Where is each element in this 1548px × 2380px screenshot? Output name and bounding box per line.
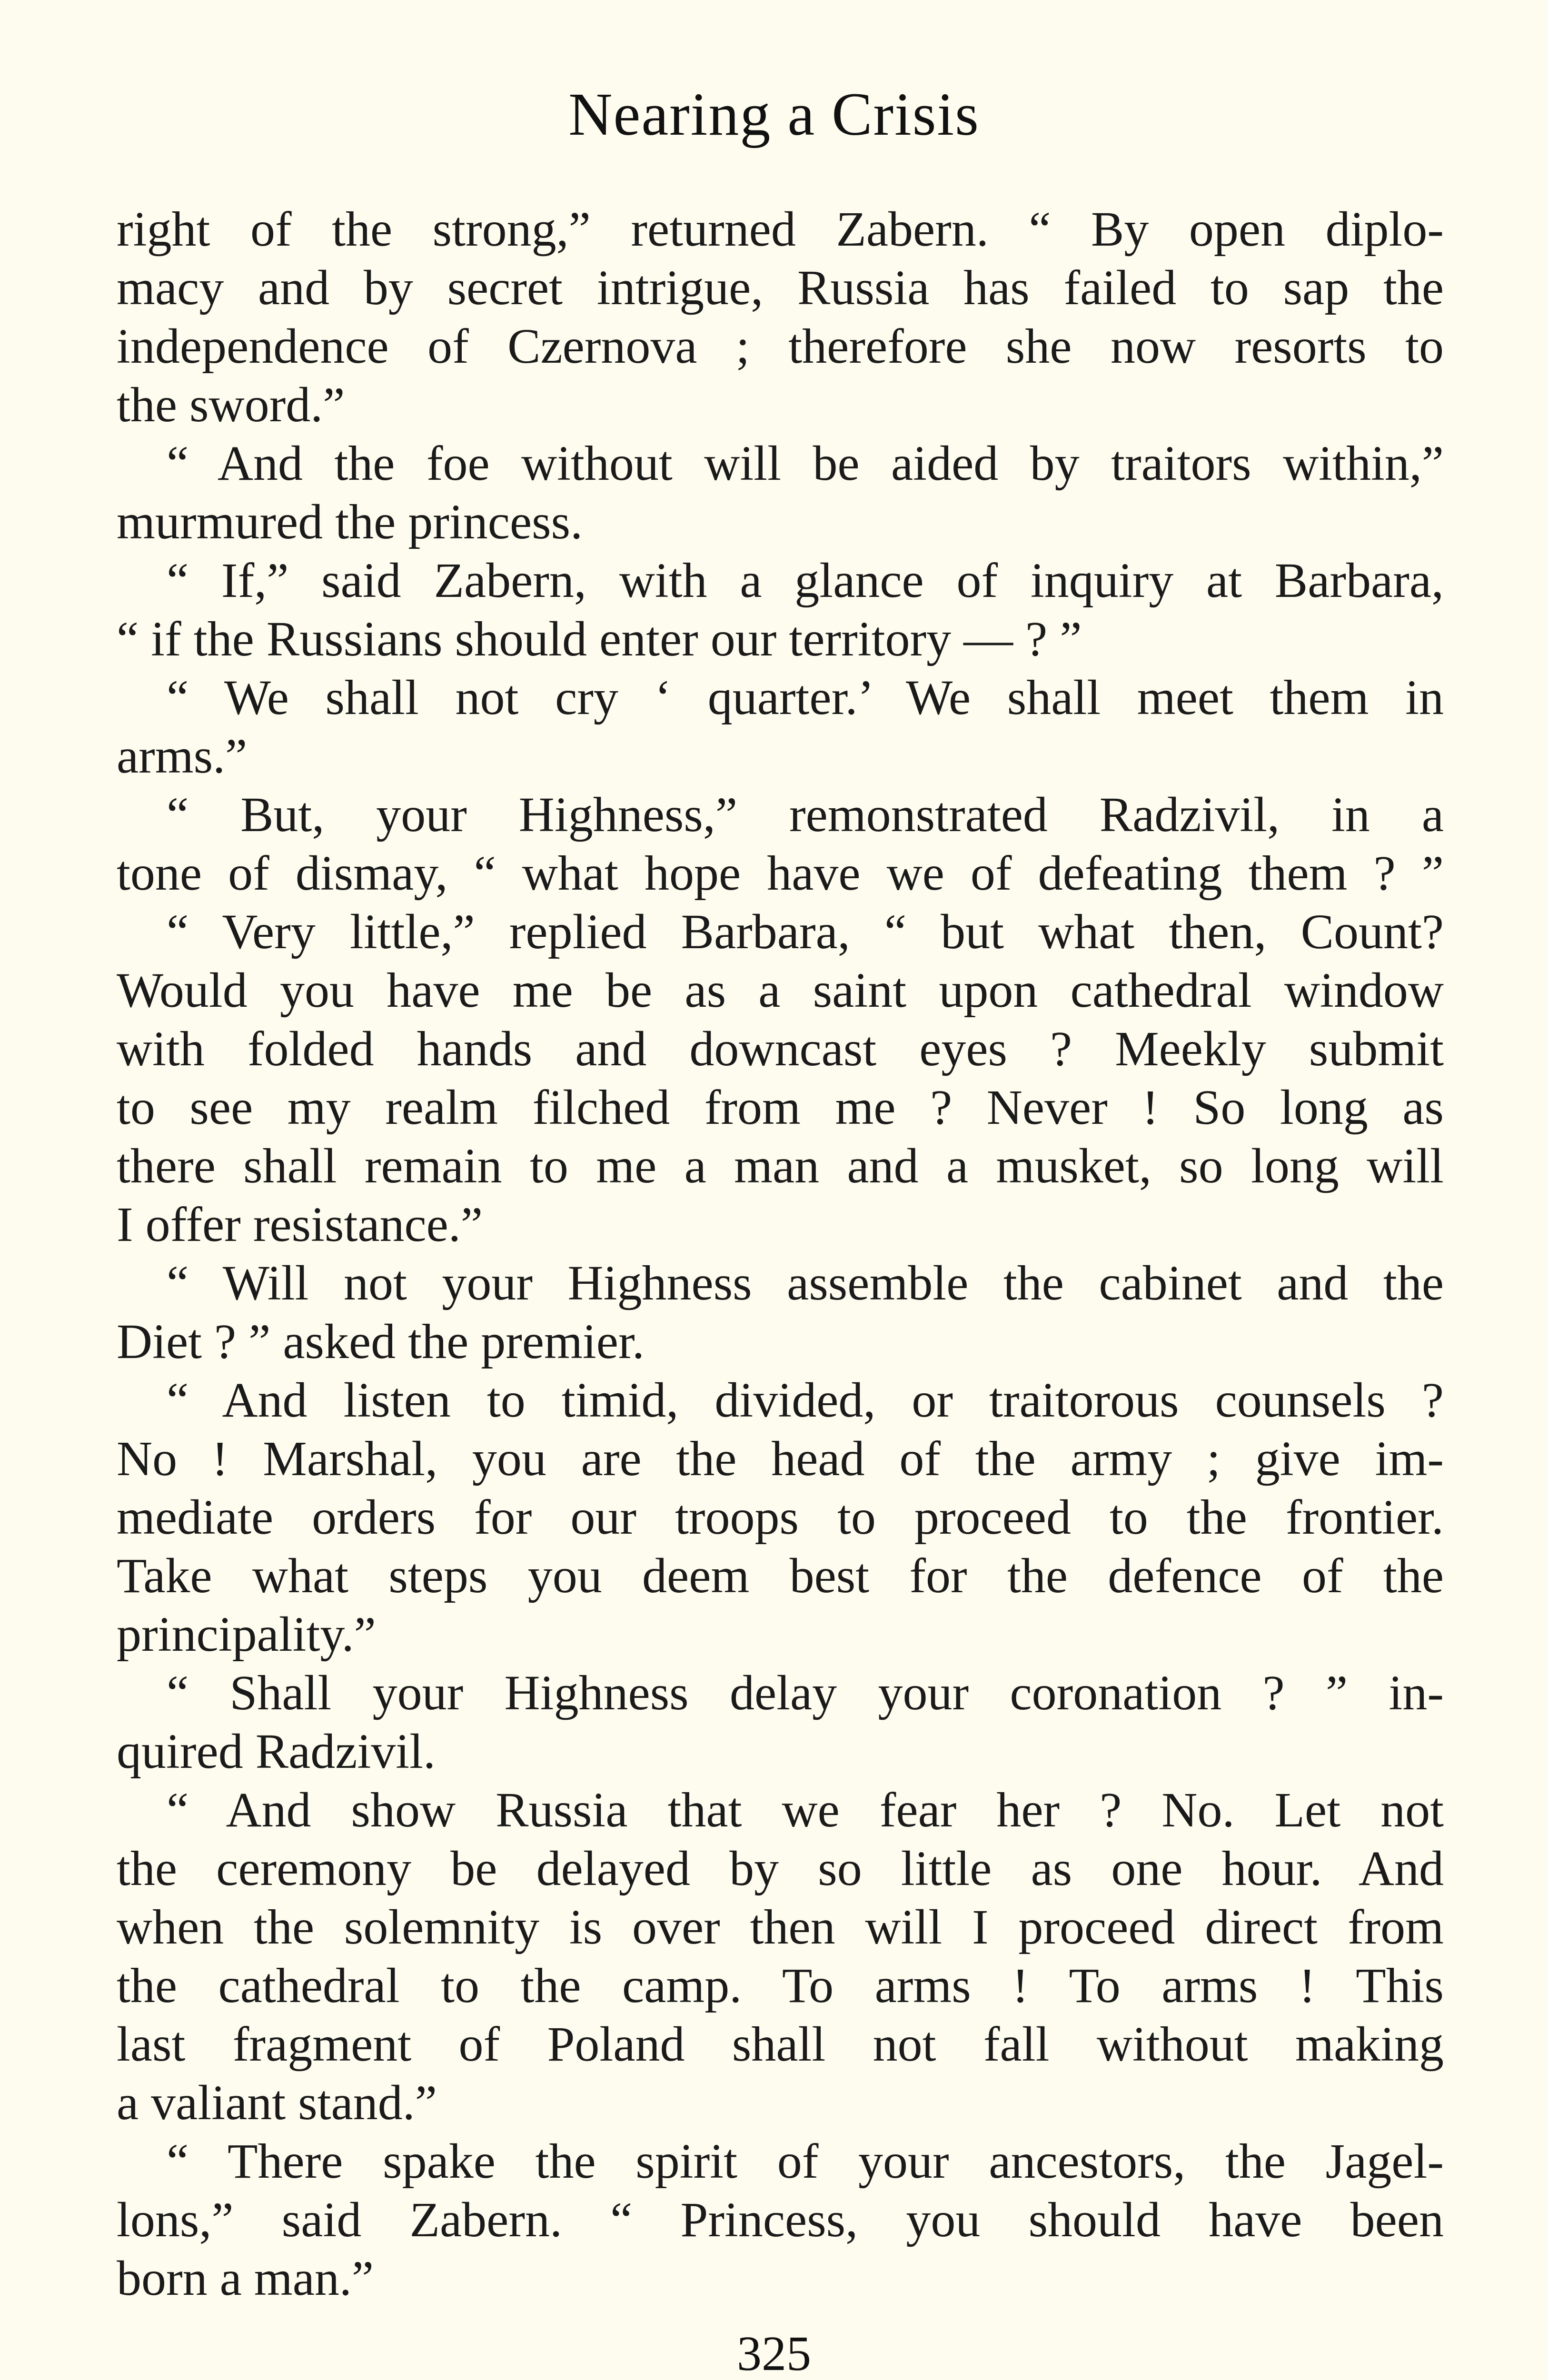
text-line: “ And show Russia that we fear her ? No. Let not: [167, 1783, 1444, 1837]
text-line: last fragment of Poland shall not fall without making: [117, 2017, 1444, 2072]
text-line: principality.”: [117, 1607, 376, 1662]
body-text: [117, 200, 1444, 2308]
text-line: born a man.”: [117, 2251, 374, 2306]
text-line: with folded hands and downcast eyes ? Meekly submit: [117, 1021, 1444, 1076]
text-line: Would you have me be as a saint upon cathedral window: [117, 963, 1444, 1018]
text-line: “ Shall your Highness delay your coronation ? ” in-: [167, 1666, 1444, 1720]
text-line: Diet ? ” asked the premier.: [117, 1314, 645, 1369]
text-line: “ If,” said Zabern, with a glance of inquiry at Barbara,: [167, 553, 1444, 608]
text-line: I offer resistance.”: [117, 1197, 483, 1252]
text-line: the sword.”: [117, 377, 345, 432]
text-line: macy and by secret intrigue, Russia has failed to sap the: [117, 260, 1444, 315]
text-line: independence of Czernova ; therefore she now resorts to: [117, 319, 1444, 374]
text-line: “ There spake the spirit of your ancestors, the Jagel-: [167, 2134, 1444, 2189]
text-line: quired Radzivil.: [117, 1724, 436, 1779]
running-head: Nearing a Crisis: [568, 80, 980, 148]
text-line: right of the strong,” returned Zabern. “ By open diplo-: [117, 202, 1444, 257]
text-line: “ if the Russians should enter our territory — ? ”: [117, 612, 1082, 666]
text-line: “ Will not your Highness assemble the cabinet and the: [167, 1256, 1444, 1310]
text-line: Take what steps you deem best for the defence of the: [117, 1548, 1444, 1603]
text-line: lons,” said Zabern. “ Princess, you should have been: [117, 2192, 1444, 2247]
text-line: “ But, your Highness,” remonstrated Radzivil, in a: [167, 787, 1444, 842]
watermark: [1134, 2373, 1515, 2380]
text-line: there shall remain to me a man and a musket, so long will: [117, 1139, 1444, 1193]
text-line: “ And listen to timid, divided, or traitorous counsels ?: [167, 1373, 1444, 1428]
text-line: tone of dismay, “ what hope have we of defeating them ? ”: [117, 846, 1444, 901]
text-line: when the solemnity is over then will I proceed direct from: [117, 1900, 1444, 1954]
text-line: the ceremony be delayed by so little as one hour. And: [117, 1841, 1444, 1896]
text-line: mediate orders for our troops to proceed to the frontier.: [117, 1490, 1444, 1545]
text-line: murmured the princess.: [117, 495, 583, 549]
page-number: 325: [737, 2326, 811, 2380]
text-line: No ! Marshal, you are the head of the army ; give im-: [117, 1431, 1444, 1486]
text-line: the cathedral to the camp. To arms ! To arms ! This: [117, 1958, 1444, 2013]
text-line: arms.”: [117, 729, 248, 783]
text-line: “ Very little,” replied Barbara, “ but what then, Count?: [167, 904, 1444, 959]
text-line: to see my realm filched from me ? Never ! So long as: [117, 1080, 1444, 1135]
text-line: “ And the foe without will be aided by traitors within,”: [167, 436, 1444, 491]
text-line: “ We shall not cry ‘ quarter.’ We shall meet them in: [167, 670, 1444, 725]
text-line: a valiant stand.”: [117, 2075, 437, 2130]
